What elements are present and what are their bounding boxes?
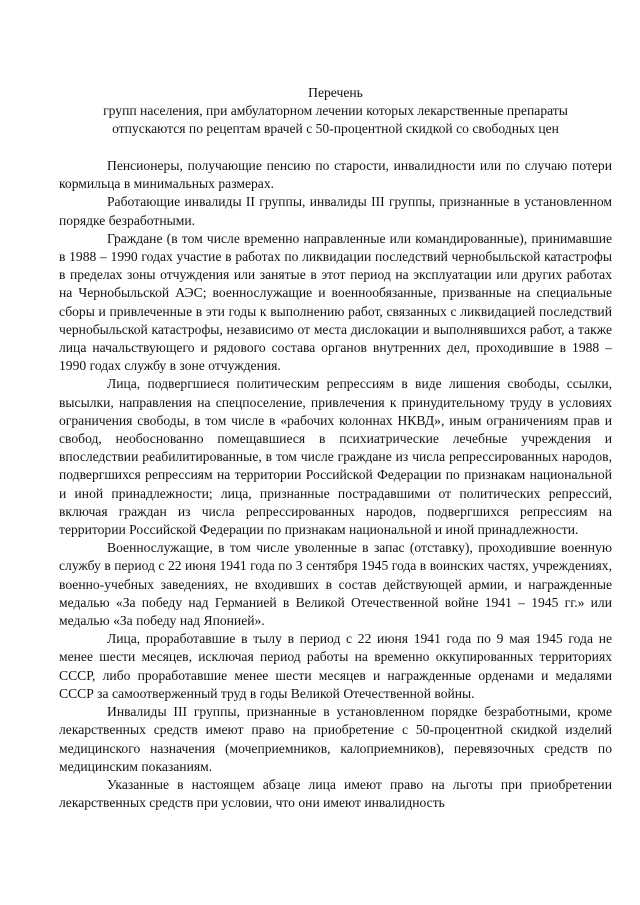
paragraph-pensioners: Пенсионеры, получающие пенсию по старости, инвалидности или по случаю потери кормильца в минимальных размерах. bbox=[59, 158, 612, 192]
paragraph-military-servicemen: Военнослужащие, в том числе уволенные в запас (отставку), проходившие военную службу в период с 22 июня 1941 года по 3 сентября 1945 года в воинских частях, учреждениях, военно-учебных заведениях, не входивших в состав действующей армии, и награжденные медалью «За победу над Германией в Великой Отечественной войне 1941 – 1945 гг.» или медалью «За победу над Японией». bbox=[59, 540, 612, 629]
document-title bbox=[59, 84, 612, 138]
title-line-3: отпускаются по рецептам врачей с 50-процентной скидкой со свободных цен bbox=[112, 121, 559, 136]
paragraph-political-repressions: Лица, подвергшиеся политическим репрессиям в виде лишения свободы, ссылки, высылки, направления на спецпоселение, привлечения к принудительному труду в условиях ограничения свободы, в том числе в «рабочих колоннах НКВД», иным ограничениям прав и свобод, необоснованно помещавшиеся в психиатрические лечебные учреждения и впоследствии реабилитированные, в том числе граждане из числа репрессированных народов, подвергшихся репрессиям на территории Российской Федерации по признакам национальной и иной принадлежности; лица, признанные пострадавшими от политических репрессий, включая граждан из числа репрессированных народов, подвергшихся репрессиям на территории Российской Федерации по признакам национальной и иной принадлежности. bbox=[59, 376, 612, 538]
paragraph-disabled-group-3: Инвалиды III группы, признанные в установленном порядке безработными, кроме лекарственных средств имеют право на приобретение с 50-процентной скидкой изделий медицинского назначения (мочеприемников, калоприемников), перевязочных средств по медицинским показаниям. bbox=[59, 704, 612, 774]
paragraph-home-front-workers: Лица, проработавшие в тылу в период с 22 июня 1941 года по 9 мая 1945 года не менее шести месяцев, исключая период работы на временно оккупированных территориях СССР, либо проработавшие менее шести месяцев и награжденные орденами и медалями СССР за самоотверженный труд в годы Великой Отечественной войны. bbox=[59, 631, 612, 701]
title-heading: Перечень bbox=[308, 85, 363, 100]
paragraph-chernobyl-liquidators: Граждане (в том числе временно направленные или командированные), принимавшие в 1988 – 1990 годах участие в работах по ликвидации последствий чернобыльской катастрофы в пределах зоны отчуждения или занятые в этот период на эксплуатации или других работах на Чернобыльской АЭС; военнослужащие и военнообязанные, призванные на специальные сборы и привлеченные в эти годы к выполнению работ, связанных с ликвидацией последствий чернобыльской катастрофы, независимо от места дислокации и выполнявшихся работ, а также лица начальствующего и рядового состава органов внутренних дел, проходившие в 1988 – 1990 годах службу в зоне отчуждения. bbox=[59, 230, 612, 374]
title-line-2: групп населения, при амбулаторном лечении которых лекарственные препараты bbox=[103, 103, 568, 118]
document-body bbox=[59, 157, 612, 812]
paragraph-disabled-workers: Работающие инвалиды II группы, инвалиды III группы, признанные в установленном порядке безработными. bbox=[59, 194, 612, 228]
paragraph-conditions: Указанные в настоящем абзаце лица имеют право на льготы при приобретении лекарственных средств при условии, что они имеют инвалидность bbox=[59, 776, 612, 811]
